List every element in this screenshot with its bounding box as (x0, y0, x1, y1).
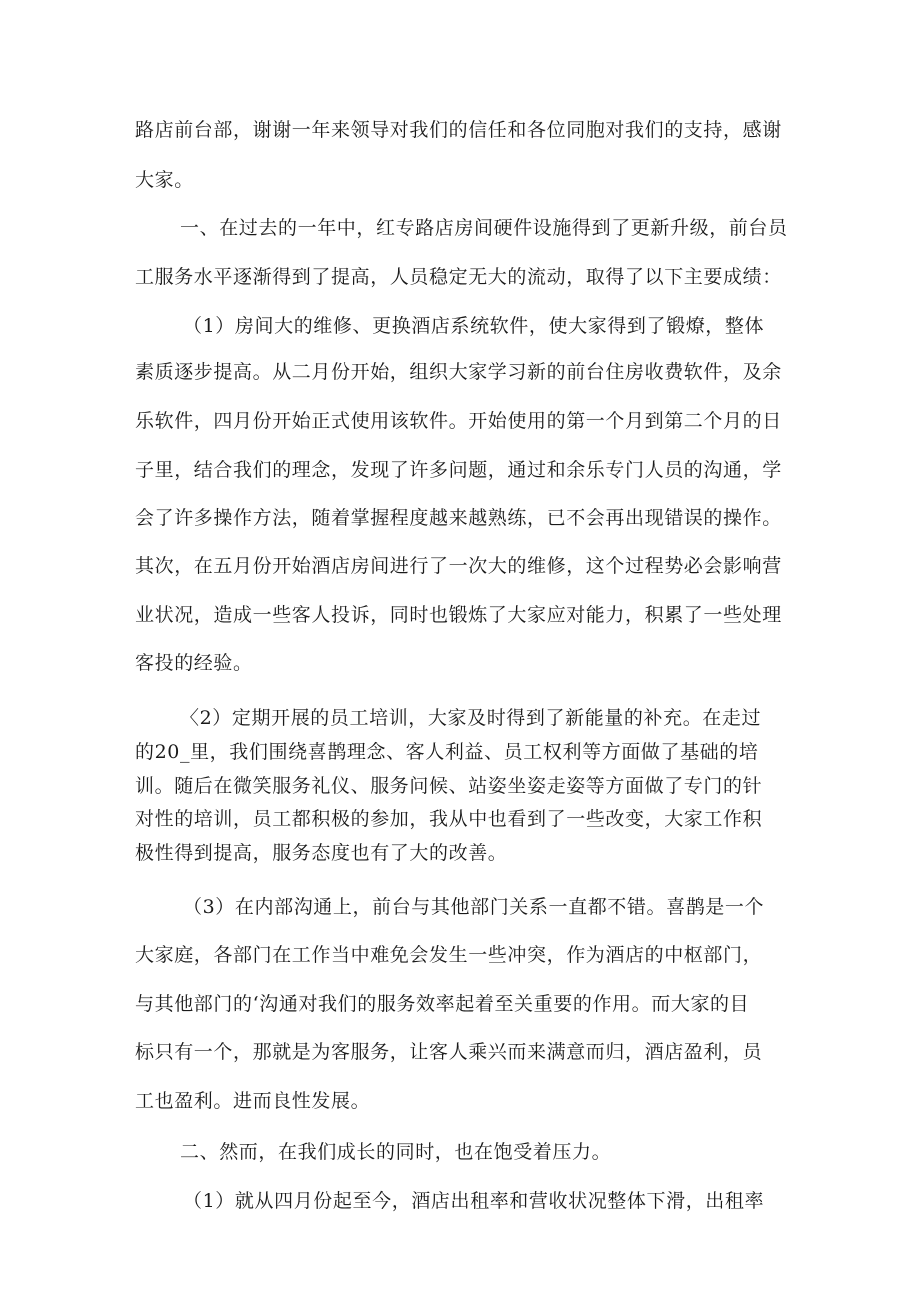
paragraph-line: 乐软件，四月份开始正式使用该软件。开始使用的第一个月到第二个月的日 (135, 410, 782, 432)
paragraph-line: 极性得到提高，服务态度也有了大的改善。 (135, 842, 508, 864)
paragraph-line: 对性的培训，员工都积极的参加，我从中也看到了一些改变，大家工作积 (135, 808, 763, 830)
paragraph-line: 大家。 (135, 169, 194, 191)
paragraph-line: 训。随后在微笑服务礼仪、服务问候、站姿坐姿走姿等方面做了专门的针 (135, 775, 763, 797)
paragraph-line: 与其他部门的‘沟通对我们的服务效率起着至关重要的作用。而大家的目 (135, 993, 750, 1015)
paragraph-line: 会了许多操作方法，随着掌握程度越来越熟练，已不会再出现错误的操作。 (135, 507, 782, 529)
paragraph-line: 其次，在五月份开始酒店房间进行了一次大的维修，这个过程势必会影响营 (135, 555, 782, 577)
paragraph-line: 路店前台部，谢谢一年来领导对我们的信任和各位同胞对我们的支持，感谢 (135, 119, 782, 141)
paragraph-line: 工也盈利。进而良性发展。 (135, 1090, 371, 1112)
paragraph-line: 的20_里，我们围绕喜鹊理念、客人利益、员工权利等方面做了基础的培 (135, 741, 759, 763)
paragraph-line: 二、然而，在我们成长的同时，也在饱受着压力。 (180, 1141, 612, 1163)
paragraph-line: （3）在内部沟通上，前台与其他部门关系一直都不错。喜鹊是一个 (183, 896, 765, 918)
paragraph-line: 大家庭，各部门在工作当中难免会发生一些冲突，作为酒店的中枢部门， (135, 944, 763, 966)
paragraph-line: 标只有一个，那就是为客服务，让客人乘兴而来满意而归，酒店盈利，员 (135, 1041, 763, 1063)
paragraph-line: （1）就从四月份起至今，酒店出租率和营收状况整体下滑，出租率 (183, 1190, 765, 1212)
paragraph-line: 业状况，造成一些客人投诉，同时也锻炼了大家应对能力，积累了一些处理 (135, 604, 782, 626)
paragraph-line: 子里，结合我们的理念，发现了许多问题，通过和余乐专门人员的沟通，学 (135, 459, 782, 481)
paragraph-line: 〈2）定期开展的员工培训，大家及时得到了新能量的补充。在走过 (180, 707, 762, 729)
paragraph-line: 一、在过去的一年中，红专路店房间硬件设施得到了更新升级，前台员 (180, 217, 788, 239)
paragraph-line: 客投的经验。 (135, 652, 253, 674)
paragraph-line: （1）房间大的维修、更换酒店系统软件，使大家得到了锻燎，整体 (183, 315, 765, 337)
paragraph-line: 工服务水平逐渐得到了提高，人员稳定无大的流动，取得了以下主要成绩： (135, 266, 782, 288)
paragraph-line: 素质逐步提高。从二月份开始，组织大家学习新的前台住房收费软件，及余 (135, 361, 782, 383)
